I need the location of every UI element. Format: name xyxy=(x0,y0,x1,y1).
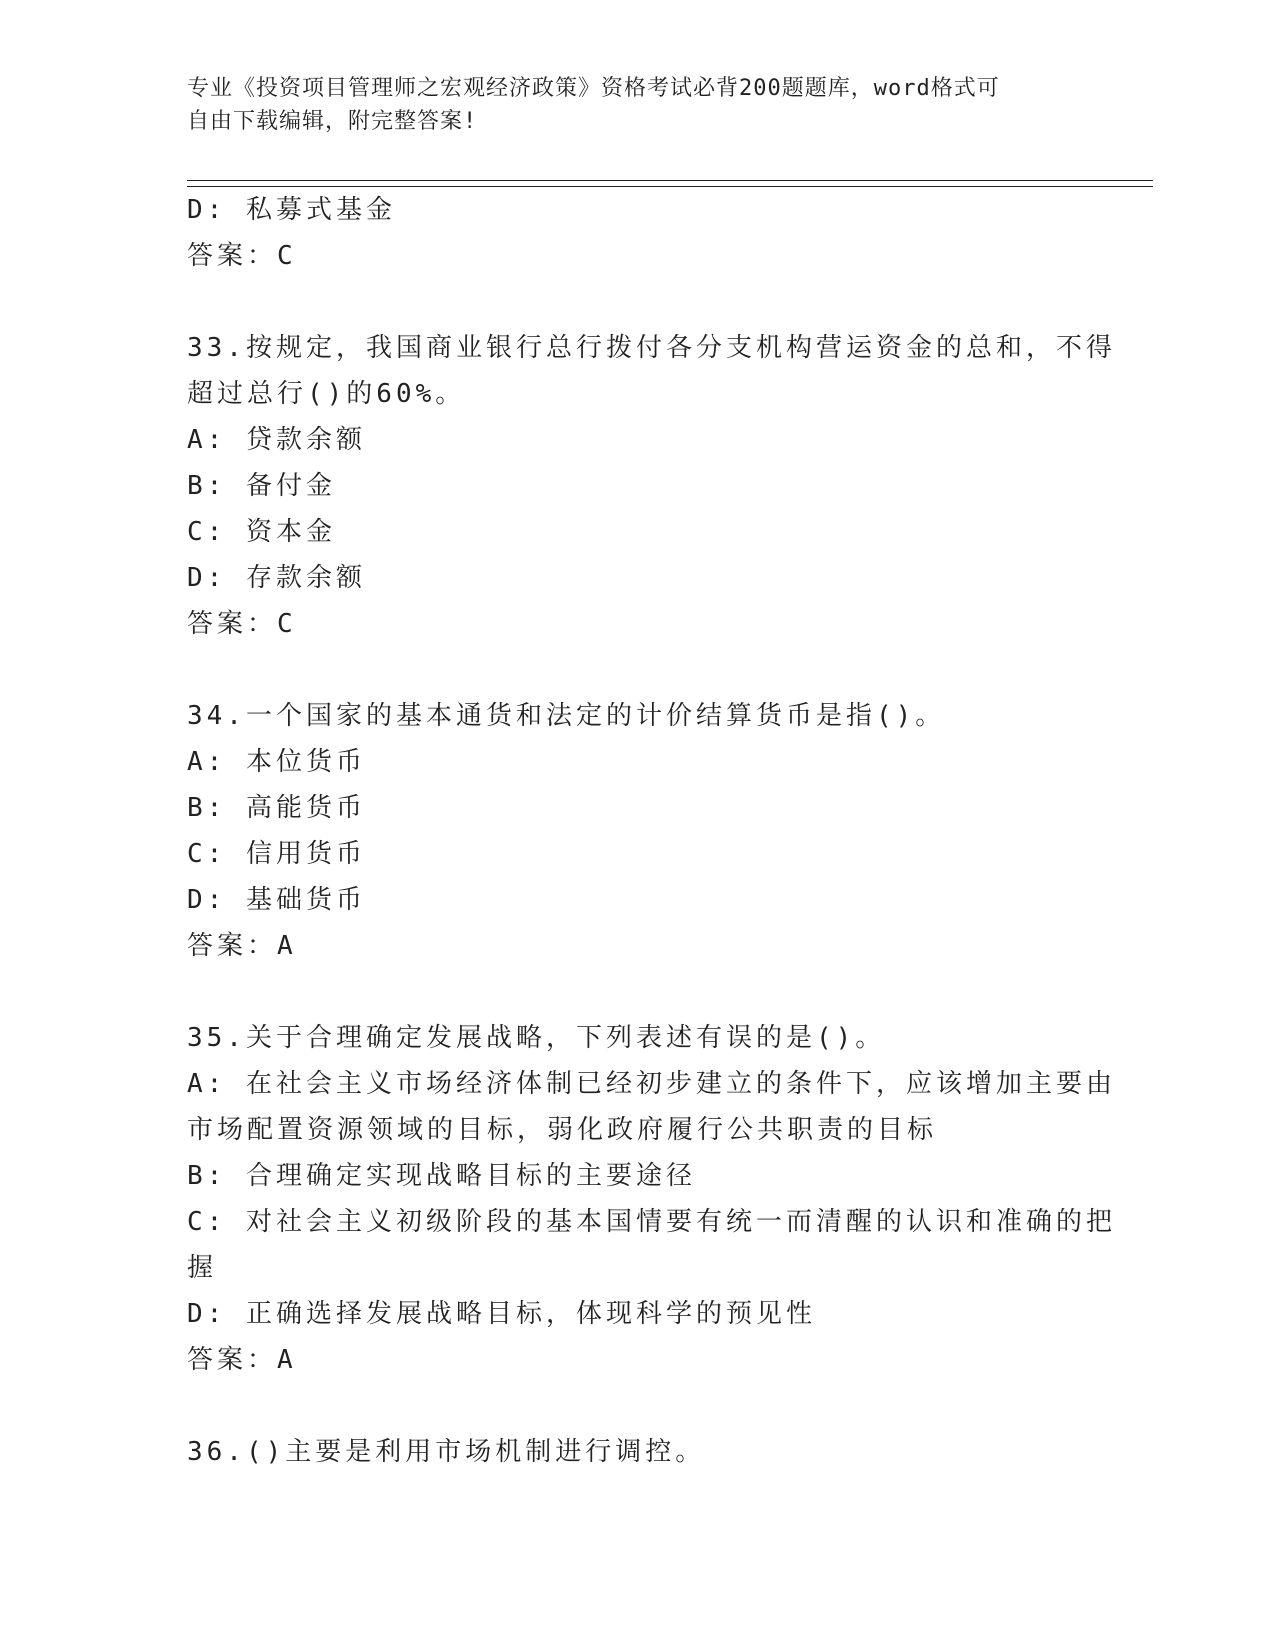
option-b: B: 高能货币 xyxy=(187,793,366,823)
option-d: D: 存款余额 xyxy=(187,563,366,593)
question-stem: 35.关于合理确定发展战略，下列表述有误的是()。 xyxy=(187,1023,886,1053)
option-c: C: 资本金 xyxy=(187,517,336,547)
answer: 答案：C xyxy=(187,609,297,639)
option-a: A: 贷款余额 xyxy=(187,425,366,455)
question-stem: 34.一个国家的基本通货和法定的计价结算货币是指()。 xyxy=(187,701,946,731)
header-line-1: 专业《投资项目管理师之宏观经济政策》资格考试必背200题题库，word格式可 xyxy=(187,76,1000,101)
option-d: D: 基础货币 xyxy=(187,885,366,915)
option-a: A: 在社会主义市场经济体制已经初步建立的条件下，应该增加主要由 xyxy=(187,1069,1116,1099)
option-b: B: 备付金 xyxy=(187,471,336,501)
question-stem: 36.()主要是利用市场机制进行调控。 xyxy=(187,1437,706,1467)
question-36 xyxy=(187,1429,1087,1475)
document-header xyxy=(187,72,1067,138)
answer: 答案：A xyxy=(187,1345,297,1375)
question-list xyxy=(187,187,1116,1475)
answer: 答案：C xyxy=(187,241,297,271)
answer: 答案：A xyxy=(187,931,297,961)
option-b: B: 合理确定实现战略目标的主要途径 xyxy=(187,1161,696,1191)
option-d: D: 正确选择发展战略目标，体现科学的预见性 xyxy=(187,1299,816,1329)
option-c: C: 信用货币 xyxy=(187,839,366,869)
question-stem-cont: 超过总行()的60%。 xyxy=(187,379,466,409)
question-stem: 33.按规定，我国商业银行总行拨付各分支机构营运资金的总和，不得 xyxy=(187,333,1116,363)
header-line-2: 自由下载编辑，附完整答案! xyxy=(187,109,478,134)
question-34 xyxy=(187,693,1087,969)
option-c-cont: 握 xyxy=(187,1253,218,1283)
question-33 xyxy=(187,325,1116,647)
option-c: C: 对社会主义初级阶段的基本国情要有统一而清醒的认识和准确的把 xyxy=(187,1207,1116,1237)
option-a: A: 本位货币 xyxy=(187,747,366,777)
header-divider-top xyxy=(187,180,1153,181)
option-d: D: 私募式基金 xyxy=(187,195,396,225)
question-35 xyxy=(187,1015,1116,1383)
question-32-tail xyxy=(187,187,1087,279)
option-a-cont: 市场配置资源领域的目标，弱化政府履行公共职责的目标 xyxy=(187,1115,938,1145)
